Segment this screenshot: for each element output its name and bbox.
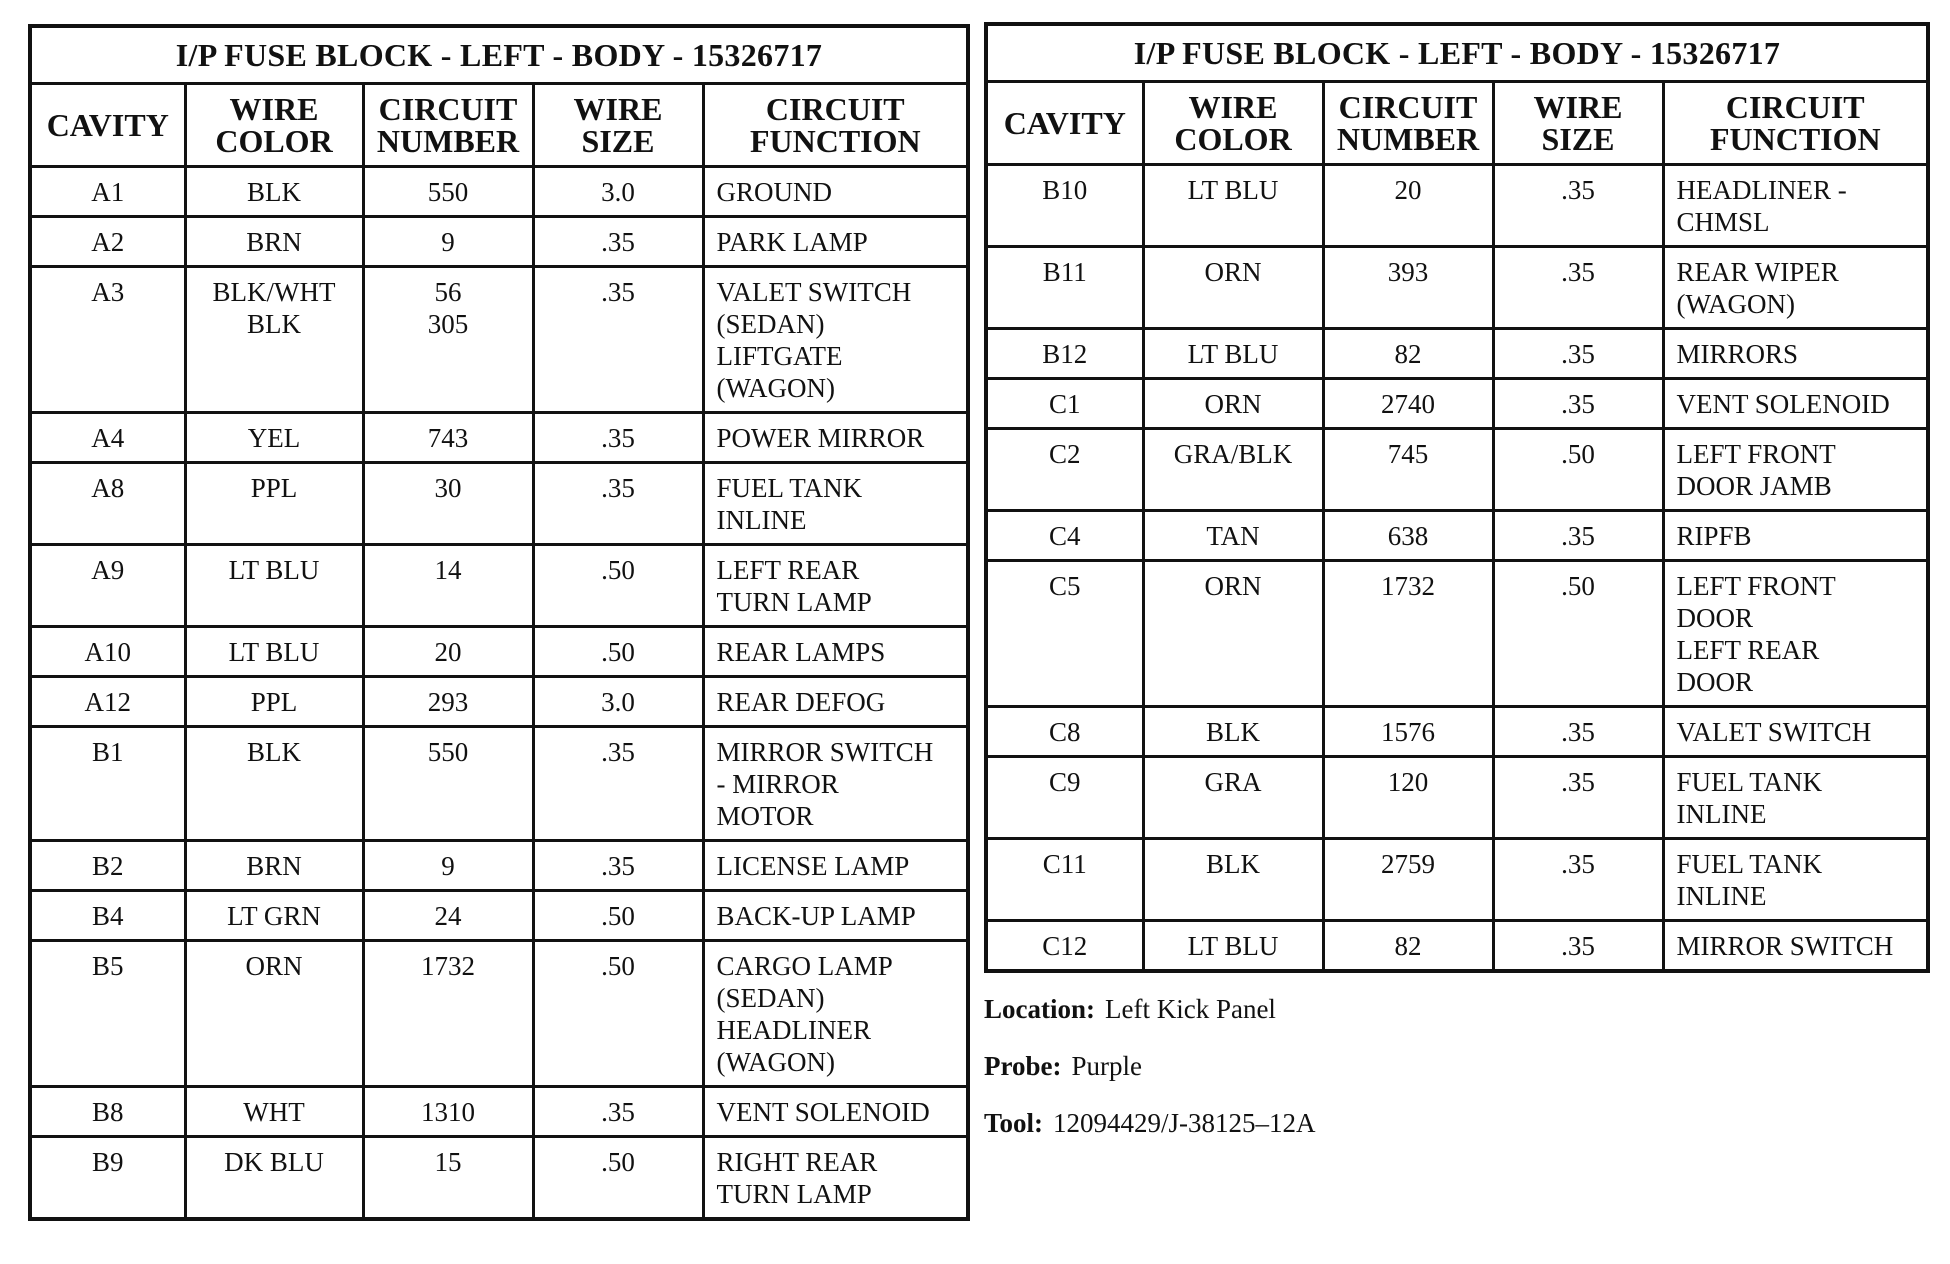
table-row bbox=[30, 891, 968, 941]
cell-circuit-number: 638 bbox=[1323, 511, 1493, 561]
header-cavity: CAVITY bbox=[986, 82, 1143, 165]
cell-wire-size: .35 bbox=[533, 841, 703, 891]
header-circuit-function: CIRCUIT FUNCTION bbox=[1663, 82, 1928, 165]
cell-circuit-number: 82 bbox=[1323, 329, 1493, 379]
cell-circuit-number: 9 bbox=[363, 841, 533, 891]
table-title: I/P FUSE BLOCK - LEFT - BODY - 15326717 bbox=[30, 26, 968, 84]
cell-wire-color: WHT bbox=[185, 1087, 363, 1137]
table-row bbox=[986, 561, 1928, 707]
table-row bbox=[986, 429, 1928, 511]
location-value: Left Kick Panel bbox=[1105, 994, 1276, 1024]
header-wire-color: WIRE COLOR bbox=[185, 84, 363, 167]
cell-cavity: B4 bbox=[30, 891, 185, 941]
cell-circuit-number: 2759 bbox=[1323, 839, 1493, 921]
table-row bbox=[30, 941, 968, 1087]
cell-circuit-number: 15 bbox=[363, 1137, 533, 1219]
location-label: Location: bbox=[984, 994, 1095, 1024]
cell-wire-size: .50 bbox=[533, 1137, 703, 1219]
cell-circuit-number: 56 305 bbox=[363, 267, 533, 413]
cell-wire-color: ORN bbox=[185, 941, 363, 1087]
cell-wire-size: .35 bbox=[533, 413, 703, 463]
cell-circuit-function: FUEL TANK INLINE bbox=[1663, 757, 1928, 839]
cell-circuit-function: VALET SWITCH (SEDAN) LIFTGATE (WAGON) bbox=[703, 267, 968, 413]
cell-circuit-function: GROUND bbox=[703, 167, 968, 217]
location-note bbox=[984, 994, 1276, 1025]
cell-cavity: B8 bbox=[30, 1087, 185, 1137]
cell-cavity: A2 bbox=[30, 217, 185, 267]
table-row bbox=[30, 413, 968, 463]
table-row bbox=[30, 677, 968, 727]
cell-circuit-number: 20 bbox=[363, 627, 533, 677]
table-row bbox=[30, 627, 968, 677]
cell-circuit-function: REAR LAMPS bbox=[703, 627, 968, 677]
header-circuit-number: CIRCUIT NUMBER bbox=[363, 84, 533, 167]
cell-wire-size: .35 bbox=[1493, 839, 1663, 921]
cell-wire-color: LT BLU bbox=[1143, 329, 1323, 379]
cell-circuit-function: FUEL TANK INLINE bbox=[1663, 839, 1928, 921]
cell-circuit-number: 1576 bbox=[1323, 707, 1493, 757]
cell-circuit-number: 30 bbox=[363, 463, 533, 545]
cell-wire-size: .35 bbox=[533, 267, 703, 413]
cell-wire-color: ORN bbox=[1143, 247, 1323, 329]
cell-circuit-function: MIRROR SWITCH bbox=[1663, 921, 1928, 971]
cell-wire-color: LT BLU bbox=[185, 545, 363, 627]
cell-wire-color: GRA/BLK bbox=[1143, 429, 1323, 511]
cell-wire-size: .35 bbox=[1493, 707, 1663, 757]
probe-label: Probe: bbox=[984, 1051, 1062, 1081]
cell-cavity: C8 bbox=[986, 707, 1143, 757]
probe-value: Purple bbox=[1071, 1051, 1142, 1081]
cell-wire-color: PPL bbox=[185, 463, 363, 545]
table-row bbox=[986, 921, 1928, 971]
header-wire-size: WIRE SIZE bbox=[533, 84, 703, 167]
header-wire-size: WIRE SIZE bbox=[1493, 82, 1663, 165]
cell-cavity: C5 bbox=[986, 561, 1143, 707]
cell-circuit-number: 1732 bbox=[1323, 561, 1493, 707]
table-row bbox=[986, 379, 1928, 429]
cell-wire-color: TAN bbox=[1143, 511, 1323, 561]
table-row bbox=[30, 267, 968, 413]
cell-circuit-function: BACK-UP LAMP bbox=[703, 891, 968, 941]
cell-cavity: C12 bbox=[986, 921, 1143, 971]
cell-circuit-number: 14 bbox=[363, 545, 533, 627]
table-row bbox=[986, 839, 1928, 921]
cell-cavity: A1 bbox=[30, 167, 185, 217]
table-row bbox=[30, 167, 968, 217]
cell-wire-size: .50 bbox=[533, 891, 703, 941]
cell-cavity: A12 bbox=[30, 677, 185, 727]
cell-cavity: C1 bbox=[986, 379, 1143, 429]
cell-cavity: A4 bbox=[30, 413, 185, 463]
cell-circuit-function: RIPFB bbox=[1663, 511, 1928, 561]
table-row bbox=[30, 1137, 968, 1219]
cell-cavity: B12 bbox=[986, 329, 1143, 379]
cell-cavity: B9 bbox=[30, 1137, 185, 1219]
cell-circuit-function: VENT SOLENOID bbox=[1663, 379, 1928, 429]
cell-circuit-number: 1732 bbox=[363, 941, 533, 1087]
cell-cavity: B1 bbox=[30, 727, 185, 841]
cell-circuit-number: 2740 bbox=[1323, 379, 1493, 429]
cell-circuit-function: LICENSE LAMP bbox=[703, 841, 968, 891]
cell-circuit-number: 120 bbox=[1323, 757, 1493, 839]
cell-circuit-number: 743 bbox=[363, 413, 533, 463]
probe-note bbox=[984, 1051, 1142, 1082]
cell-wire-color: LT BLU bbox=[1143, 921, 1323, 971]
cell-wire-size: .50 bbox=[533, 627, 703, 677]
cell-wire-size: .35 bbox=[1493, 247, 1663, 329]
table-row bbox=[986, 165, 1928, 247]
cell-cavity: B10 bbox=[986, 165, 1143, 247]
table-row bbox=[30, 1087, 968, 1137]
cell-circuit-number: 9 bbox=[363, 217, 533, 267]
cell-wire-color: BLK bbox=[185, 167, 363, 217]
cell-wire-color: LT BLU bbox=[1143, 165, 1323, 247]
cell-circuit-function: LEFT FRONT DOOR JAMB bbox=[1663, 429, 1928, 511]
cell-wire-color: BRN bbox=[185, 841, 363, 891]
table-row bbox=[986, 757, 1928, 839]
tool-value: 12094429/J-38125–12A bbox=[1053, 1108, 1316, 1138]
cell-wire-color: ORN bbox=[1143, 379, 1323, 429]
cell-wire-color: BLK/WHT BLK bbox=[185, 267, 363, 413]
cell-wire-size: .35 bbox=[1493, 757, 1663, 839]
cell-cavity: C9 bbox=[986, 757, 1143, 839]
cell-circuit-function: POWER MIRROR bbox=[703, 413, 968, 463]
cell-circuit-number: 82 bbox=[1323, 921, 1493, 971]
cell-circuit-number: 1310 bbox=[363, 1087, 533, 1137]
cell-cavity: A3 bbox=[30, 267, 185, 413]
table-row bbox=[30, 217, 968, 267]
cell-cavity: B11 bbox=[986, 247, 1143, 329]
cell-circuit-function: VALET SWITCH bbox=[1663, 707, 1928, 757]
table-row bbox=[986, 511, 1928, 561]
cell-circuit-function: MIRRORS bbox=[1663, 329, 1928, 379]
cell-wire-color: LT GRN bbox=[185, 891, 363, 941]
cell-circuit-number: 24 bbox=[363, 891, 533, 941]
cell-circuit-function: CARGO LAMP (SEDAN) HEADLINER (WAGON) bbox=[703, 941, 968, 1087]
cell-cavity: C11 bbox=[986, 839, 1143, 921]
cell-circuit-number: 293 bbox=[363, 677, 533, 727]
table-row bbox=[30, 463, 968, 545]
header-circuit-number: CIRCUIT NUMBER bbox=[1323, 82, 1493, 165]
table-row bbox=[30, 727, 968, 841]
cell-cavity: B2 bbox=[30, 841, 185, 891]
cell-wire-color: BLK bbox=[185, 727, 363, 841]
cell-circuit-number: 20 bbox=[1323, 165, 1493, 247]
cell-wire-size: 3.0 bbox=[533, 167, 703, 217]
cell-cavity: A9 bbox=[30, 545, 185, 627]
cell-cavity: C2 bbox=[986, 429, 1143, 511]
cell-cavity: B5 bbox=[30, 941, 185, 1087]
cell-wire-color: GRA bbox=[1143, 757, 1323, 839]
cell-wire-size: .50 bbox=[533, 941, 703, 1087]
table-row bbox=[986, 247, 1928, 329]
header-cavity: CAVITY bbox=[30, 84, 185, 167]
cell-cavity: C4 bbox=[986, 511, 1143, 561]
cell-cavity: A8 bbox=[30, 463, 185, 545]
cell-wire-size: .50 bbox=[533, 545, 703, 627]
cell-circuit-function: MIRROR SWITCH - MIRROR MOTOR bbox=[703, 727, 968, 841]
cell-wire-size: .35 bbox=[533, 727, 703, 841]
cell-wire-size: .35 bbox=[533, 1087, 703, 1137]
cell-circuit-function: REAR WIPER (WAGON) bbox=[1663, 247, 1928, 329]
cell-wire-size: 3.0 bbox=[533, 677, 703, 727]
cell-circuit-function: RIGHT REAR TURN LAMP bbox=[703, 1137, 968, 1219]
fuse-table-left bbox=[28, 24, 970, 1221]
cell-circuit-number: 393 bbox=[1323, 247, 1493, 329]
cell-wire-size: .35 bbox=[1493, 379, 1663, 429]
table-row bbox=[986, 329, 1928, 379]
cell-circuit-function: VENT SOLENOID bbox=[703, 1087, 968, 1137]
fuse-table-right bbox=[984, 22, 1930, 973]
cell-wire-color: BLK bbox=[1143, 839, 1323, 921]
header-circuit-function: CIRCUIT FUNCTION bbox=[703, 84, 968, 167]
tool-note bbox=[984, 1108, 1316, 1139]
cell-circuit-function: FUEL TANK INLINE bbox=[703, 463, 968, 545]
cell-circuit-function: REAR DEFOG bbox=[703, 677, 968, 727]
cell-circuit-number: 550 bbox=[363, 167, 533, 217]
cell-wire-color: ORN bbox=[1143, 561, 1323, 707]
cell-wire-size: .35 bbox=[533, 463, 703, 545]
table-row bbox=[30, 545, 968, 627]
cell-circuit-function: LEFT REAR TURN LAMP bbox=[703, 545, 968, 627]
cell-circuit-number: 550 bbox=[363, 727, 533, 841]
tool-label: Tool: bbox=[984, 1108, 1044, 1138]
cell-cavity: A10 bbox=[30, 627, 185, 677]
cell-circuit-function: PARK LAMP bbox=[703, 217, 968, 267]
cell-circuit-function: LEFT FRONT DOOR LEFT REAR DOOR bbox=[1663, 561, 1928, 707]
cell-wire-size: .50 bbox=[1493, 561, 1663, 707]
cell-wire-size: .35 bbox=[1493, 921, 1663, 971]
cell-wire-size: .35 bbox=[533, 217, 703, 267]
cell-wire-size: .50 bbox=[1493, 429, 1663, 511]
cell-circuit-number: 745 bbox=[1323, 429, 1493, 511]
table-row bbox=[30, 841, 968, 891]
cell-wire-color: BRN bbox=[185, 217, 363, 267]
cell-circuit-function: HEADLINER - CHMSL bbox=[1663, 165, 1928, 247]
cell-wire-color: DK BLU bbox=[185, 1137, 363, 1219]
cell-wire-color: BLK bbox=[1143, 707, 1323, 757]
table-title: I/P FUSE BLOCK - LEFT - BODY - 15326717 bbox=[986, 24, 1928, 82]
cell-wire-size: .35 bbox=[1493, 511, 1663, 561]
cell-wire-size: .35 bbox=[1493, 329, 1663, 379]
table-row bbox=[986, 707, 1928, 757]
cell-wire-size: .35 bbox=[1493, 165, 1663, 247]
cell-wire-color: YEL bbox=[185, 413, 363, 463]
cell-wire-color: LT BLU bbox=[185, 627, 363, 677]
cell-wire-color: PPL bbox=[185, 677, 363, 727]
header-wire-color: WIRE COLOR bbox=[1143, 82, 1323, 165]
